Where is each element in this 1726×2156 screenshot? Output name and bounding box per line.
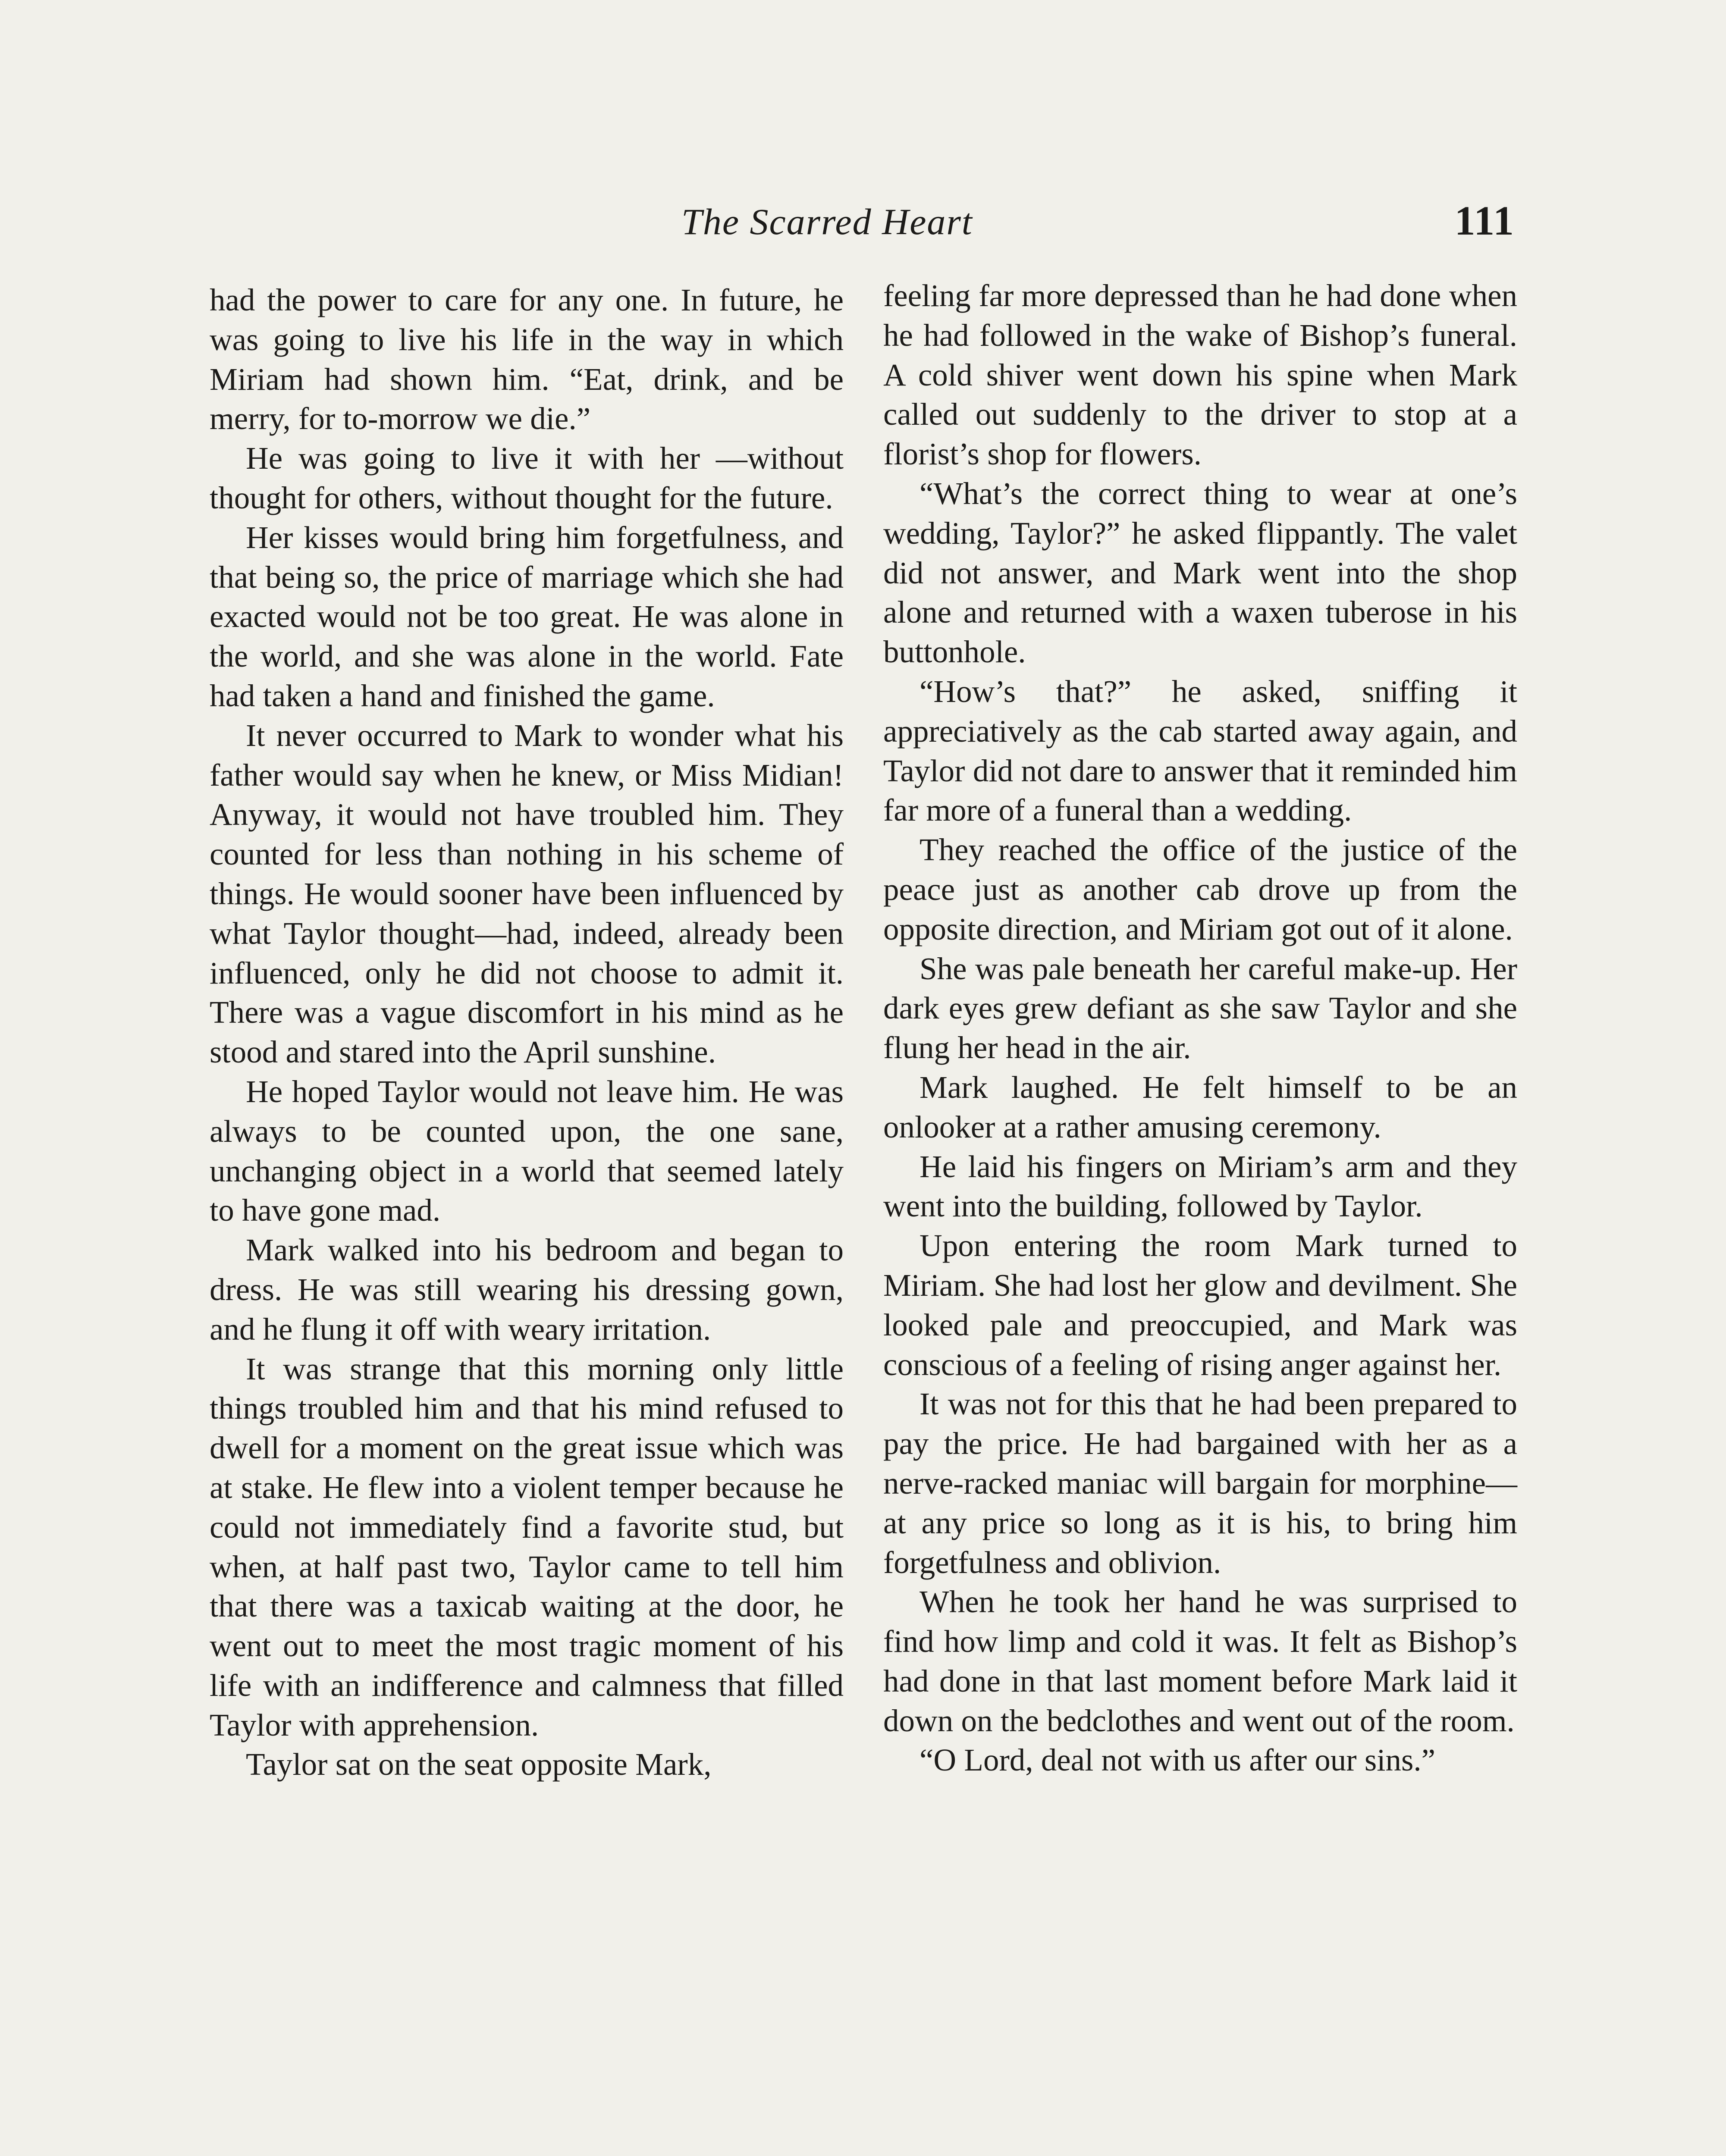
paragraph: He was going to live it with her —without thought for others, without thought for the future. [210,441,844,515]
paragraph: Upon entering the room Mark turned to Miriam. She had lost her glow and devilment. She looked pale and preoccupied, and Mark was conscious of a feeling of rising anger against her. [883,1228,1517,1382]
right-column [883,276,1517,1780]
left-column [210,280,844,1784]
page-number: 111 [1454,197,1515,244]
paragraph: “What’s the correct thing to wear at one’s wedding, Taylor?” he asked flippantly. The valet did not answer, and Mark went into the shop alone and returned with a waxen tuberose in his buttonhole. [883,476,1517,670]
paragraph: feeling far more depressed than he had done when he had followed in the wake of Bishop’s funeral. A cold shiver went down his spine when Mark called out suddenly to the driver to stop at a florist’s shop for flowers. [883,278,1517,472]
paragraph: It was not for this that he had been prepared to pay the price. He had bargained with her as a nerve-racked maniac will bargain for morphine—at any price so long as it is his, to bring him forgetfulness and oblivion. [883,1386,1517,1580]
paragraph: Her kisses would bring him forgetfulness, and that being so, the price of marriage which she had exacted would not be too great. He was alone in the world, and she was alone in the world. Fate had taken a hand and finished the game. [210,520,844,713]
paragraph: He laid his fingers on Miriam’s arm and they went into the building, followed by Taylor. [883,1149,1517,1224]
paragraph: It never occurred to Mark to wonder what his father would say when he knew, or Miss Midian! Anyway, it would not have troubled him. They counted for less than nothing in his scheme of things. He would sooner have been influenced by what Taylor thought—had, indeed, already been influenced, only he did not choose to admit it. There was a vague discomfort in his mind as he stood and stared into the April sunshine. [210,718,844,1070]
running-header [0,194,1726,259]
paragraph: Mark walked into his bedroom and began to dress. He was still wearing his dressing gown, and he flung it off with weary irritation. [210,1232,844,1347]
running-title: The Scarred Heart [681,201,973,242]
paragraph: Taylor sat on the seat opposite Mark, [246,1747,712,1782]
paragraph: “O Lord, deal not with us after our sins.” [919,1742,1436,1778]
paragraph: He hoped Taylor would not leave him. He was always to be counted upon, the one sane, unchanging object in a world that seemed lately to have gone mad. [210,1074,844,1228]
paragraph: “How’s that?” he asked, sniffing it appreciatively as the cab started away again, and Taylor did not dare to answer that it reminded him far more of a funeral than a wedding. [883,674,1517,828]
paragraph: When he took her hand he was surprised to find how limp and cold it was. It felt as Bishop’s had done in that last moment before Mark laid it down on the bedclothes and went out of the room. [883,1584,1517,1738]
paragraph: Mark laughed. He felt himself to be an onlooker at a rather amusing ceremony. [883,1069,1517,1144]
paragraph: They reached the office of the justice of the peace just as another cab drove up from the opposite direction, and Miriam got out of it alone. [883,832,1517,946]
paragraph: She was pale beneath her careful make-up. Her dark eyes grew defiant as she saw Taylor and she flung her head in the air. [883,951,1517,1065]
paragraph: had the power to care for any one. In future, he was going to live his life in the way in which Miriam had shown him. “Eat, drink, and be merry, for to-morrow we die.” [210,282,844,436]
paragraph: It was strange that this morning only little things troubled him and that his mind refused to dwell for a moment on the great issue which was at stake. He flew into a violent temper because he could not immediately find a favorite stud, but when, at half past two, Taylor came to tell him that there was a taxicab waiting at the door, he went out to meet the most tragic moment of his life with an indifference and calmness that filled Taylor with apprehension. [210,1351,844,1742]
